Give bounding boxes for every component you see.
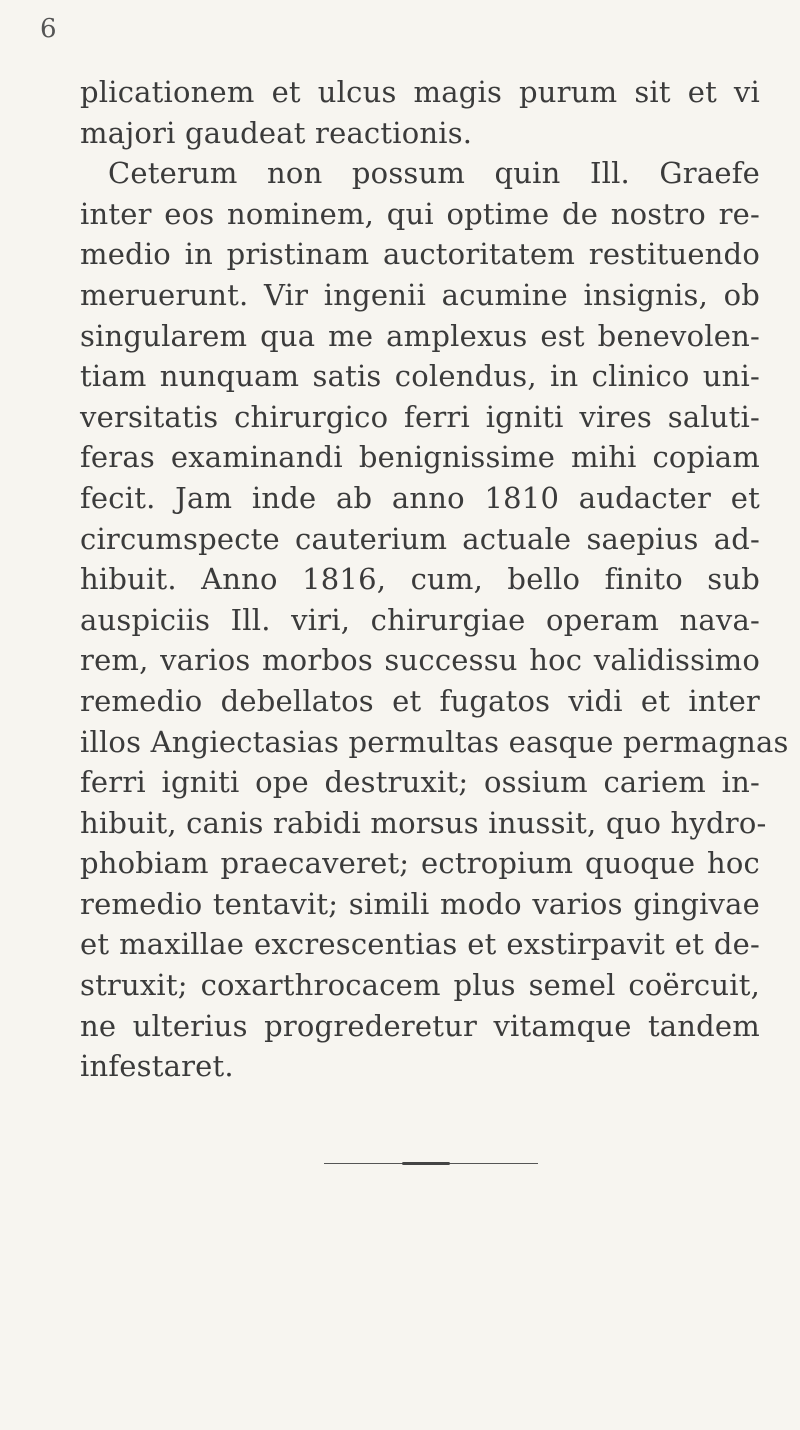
text-line: Ceterum non possum quin Ill. Graefe <box>108 156 760 191</box>
text-line: infestaret. <box>80 1049 234 1084</box>
text-line: medio in pristinam auctoritatem restituendo <box>80 237 760 272</box>
text-line: illos Angiectasias permultas easque permagnas <box>80 724 789 759</box>
text-line: ne ulterius progrederetur vitamque tandem <box>80 1008 760 1043</box>
text-line: phobiam praecaveret; ectropium quoque hoc <box>80 846 760 881</box>
body-text <box>80 72 789 1087</box>
text-line: remedio debellatos et fugatos vidi et inter <box>80 683 760 718</box>
section-divider-ornament <box>324 1162 538 1165</box>
text-line: versitatis chirurgico ferri igniti vires saluti- <box>80 399 760 434</box>
text-line: majori gaudeat reactionis. <box>80 115 473 150</box>
text-line: tiam nunquam satis colendus, in clinico uni- <box>80 359 760 394</box>
text-line: feras examinandi benignissime mihi copiam <box>80 440 760 475</box>
text-line: struxit; coxarthrocacem plus semel coërcuit, <box>80 968 760 1003</box>
text-line: ferri igniti ope destruxit; ossium cariem in- <box>80 765 760 800</box>
text-line: hibuit, canis rabidi morsus inussit, quo hydro- <box>80 805 767 840</box>
divider-swell <box>402 1162 450 1165</box>
text-line: inter eos nominem, qui optime de nostro re- <box>80 196 760 231</box>
text-line: rem, varios morbos successu hoc validissimo <box>80 643 760 678</box>
text-line: auspiciis Ill. viri, chirurgiae operam nava- <box>80 602 760 637</box>
text-line: et maxillae excrescentias et exstirpavit et de- <box>80 927 760 962</box>
text-line: singularem qua me amplexus est benevolen- <box>80 318 760 353</box>
text-line: hibuit. Anno 1816, cum, bello finito sub <box>80 562 760 597</box>
text-line: remedio tentavit; simili modo varios gingivae <box>80 886 760 921</box>
text-line: meruerunt. Vir ingenii acumine insignis, ob <box>80 277 760 312</box>
page-number: 6 <box>40 14 57 44</box>
text-line: circumspecte cauterium actuale saepius ad- <box>80 521 760 556</box>
text-line: fecit. Jam inde ab anno 1810 audacter et <box>80 480 760 515</box>
text-line: plicationem et ulcus magis purum sit et vi <box>80 75 760 109</box>
